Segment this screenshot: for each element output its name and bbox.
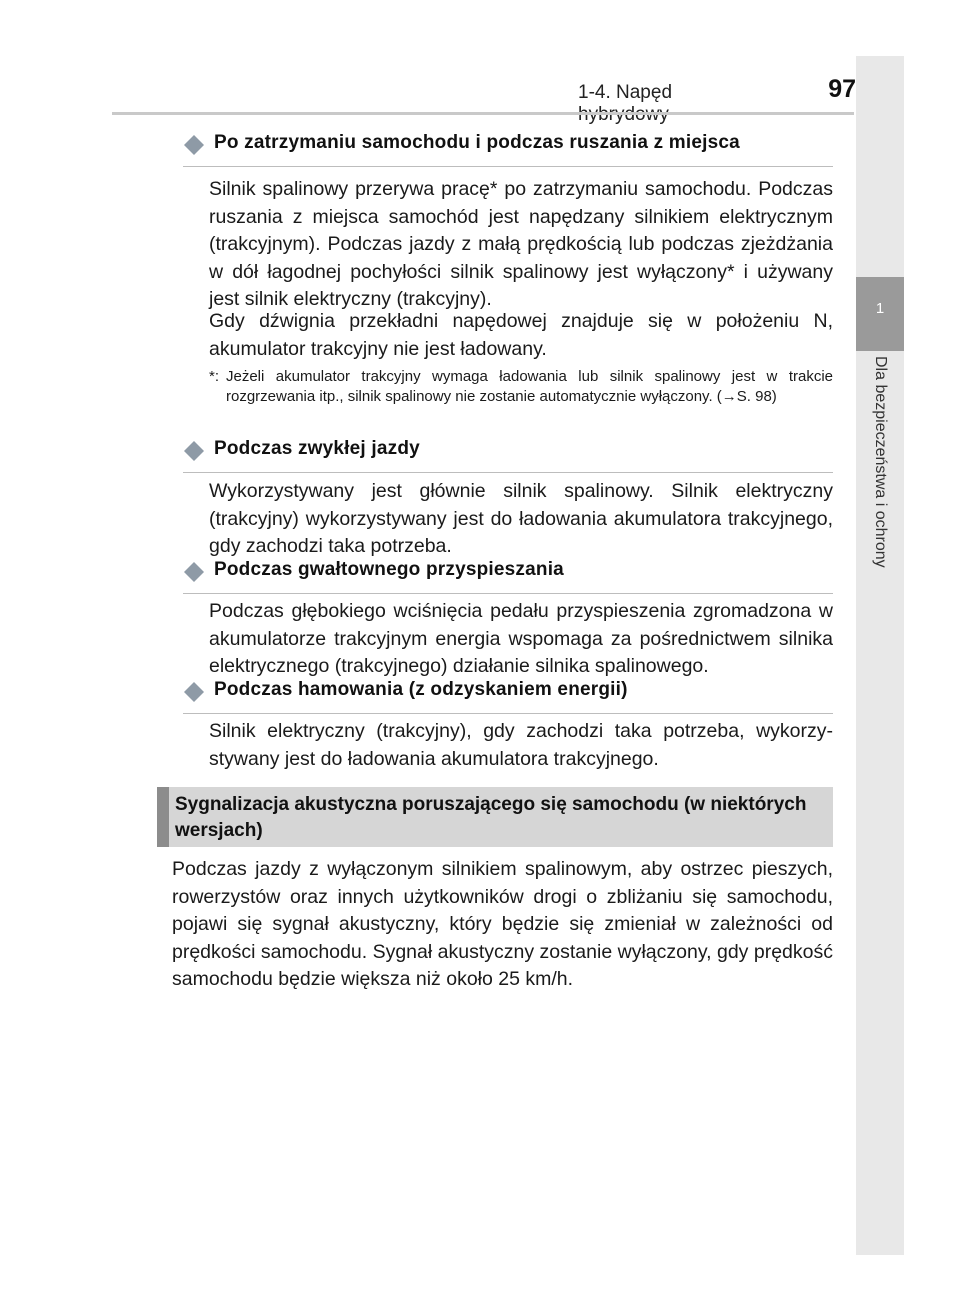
footnote-text: Jeżeli akumulator trakcyjny wymaga ładowania lub silnik spalinowy jest w trakcie rozgrzewania itp., silnik spalinowy nie zostanie automatycznie wyłączony. (→S. 98) (226, 368, 833, 405)
paragraph: Gdy dźwignia przekładni napędowej znajduje się w położeniu N, akumulator trakcyjny nie jest ładowany. (209, 310, 833, 360)
footnote-mark: *: (209, 368, 220, 385)
footnote (209, 367, 833, 406)
diamond-bullet-icon (183, 134, 205, 156)
header-rule (112, 112, 854, 115)
heading-text: Podczas gwałtownego przyspieszania (214, 559, 564, 580)
section-title: 1-4. Napęd (578, 82, 673, 103)
heading-rule (183, 593, 833, 594)
diamond-bullet-icon (183, 681, 205, 703)
paragraph: Silnik spalinowy przerywa pracę* po zatrzymaniu samochodu. Podczas ruszania z miejsca samochód jest napędzany silnikiem elektrycznym (trakcyjnym). Podczas jazdy z małą prędkością lub podczas zjeżdżania w dół łagodnej pochyłości silnik spalinowy jest wyłączony* i używany jest silnik elektryczny (trakcyjny). (209, 178, 833, 310)
diamond-bullet-icon (183, 440, 205, 462)
heading-rule (183, 472, 833, 473)
paragraph: Wykorzystywany jest głównie silnik spalinowy. Silnik elektryczny (trakcyjny) wykorzystywany jest do ładowania akumulatora trakcyjnego, gdy zachodzi taka potrzeba. (209, 480, 833, 557)
side-tab-number: 1 (875, 300, 885, 317)
side-tab-label (860, 356, 900, 616)
heading-rule (183, 713, 833, 714)
section-header-title: Sygnalizacja akustyczna poruszającego się samochodu (w niektórych wersjach) (175, 794, 807, 841)
side-tab-strip (856, 56, 904, 1255)
section-header-bar (157, 787, 169, 847)
paragraph: Silnik elektryczny (trakcyjny), gdy zachodzi taka potrzeba, wykorzystywany jest do ładowania akumulatora trakcyjnego. (209, 720, 833, 770)
heading-text: Po zatrzymaniu samochodu i podczas ruszania z miejsca (214, 132, 740, 153)
diamond-bullet-icon (183, 561, 205, 583)
section-header-box (157, 787, 833, 847)
heading-text: Podczas hamowania (z odzyskaniem energii) (214, 679, 628, 700)
paragraph: Podczas głębokiego wciśnięcia pedału przyspieszenia zgromadzona w akumulatorze trakcyjnym energia wspomaga za pośrednictwem silnika elektrycznego (trakcyjnego) działanie silnika spalinowego. (209, 600, 833, 677)
page-number: 97 (828, 75, 856, 103)
heading-rule (183, 166, 833, 167)
paragraph: Podczas jazdy z wyłączonym silnikiem spalinowym, aby ostrzec pieszych, rowerzystów oraz innych użytkowników drogi o zbliżaniu się samochodu, pojawi się sygnał akustyczny, który będzie się zmieniał w zależności od prędkości samochodu. Sygnał akustyczny zostanie wyłączony, gdy prędkość samochodu będzie większa niż około 25 km/h. (172, 858, 833, 990)
side-tab-title: Dla bezpieczeństwa i ochrony (872, 356, 889, 568)
heading-text: Podczas zwykłej jazdy (214, 438, 420, 459)
